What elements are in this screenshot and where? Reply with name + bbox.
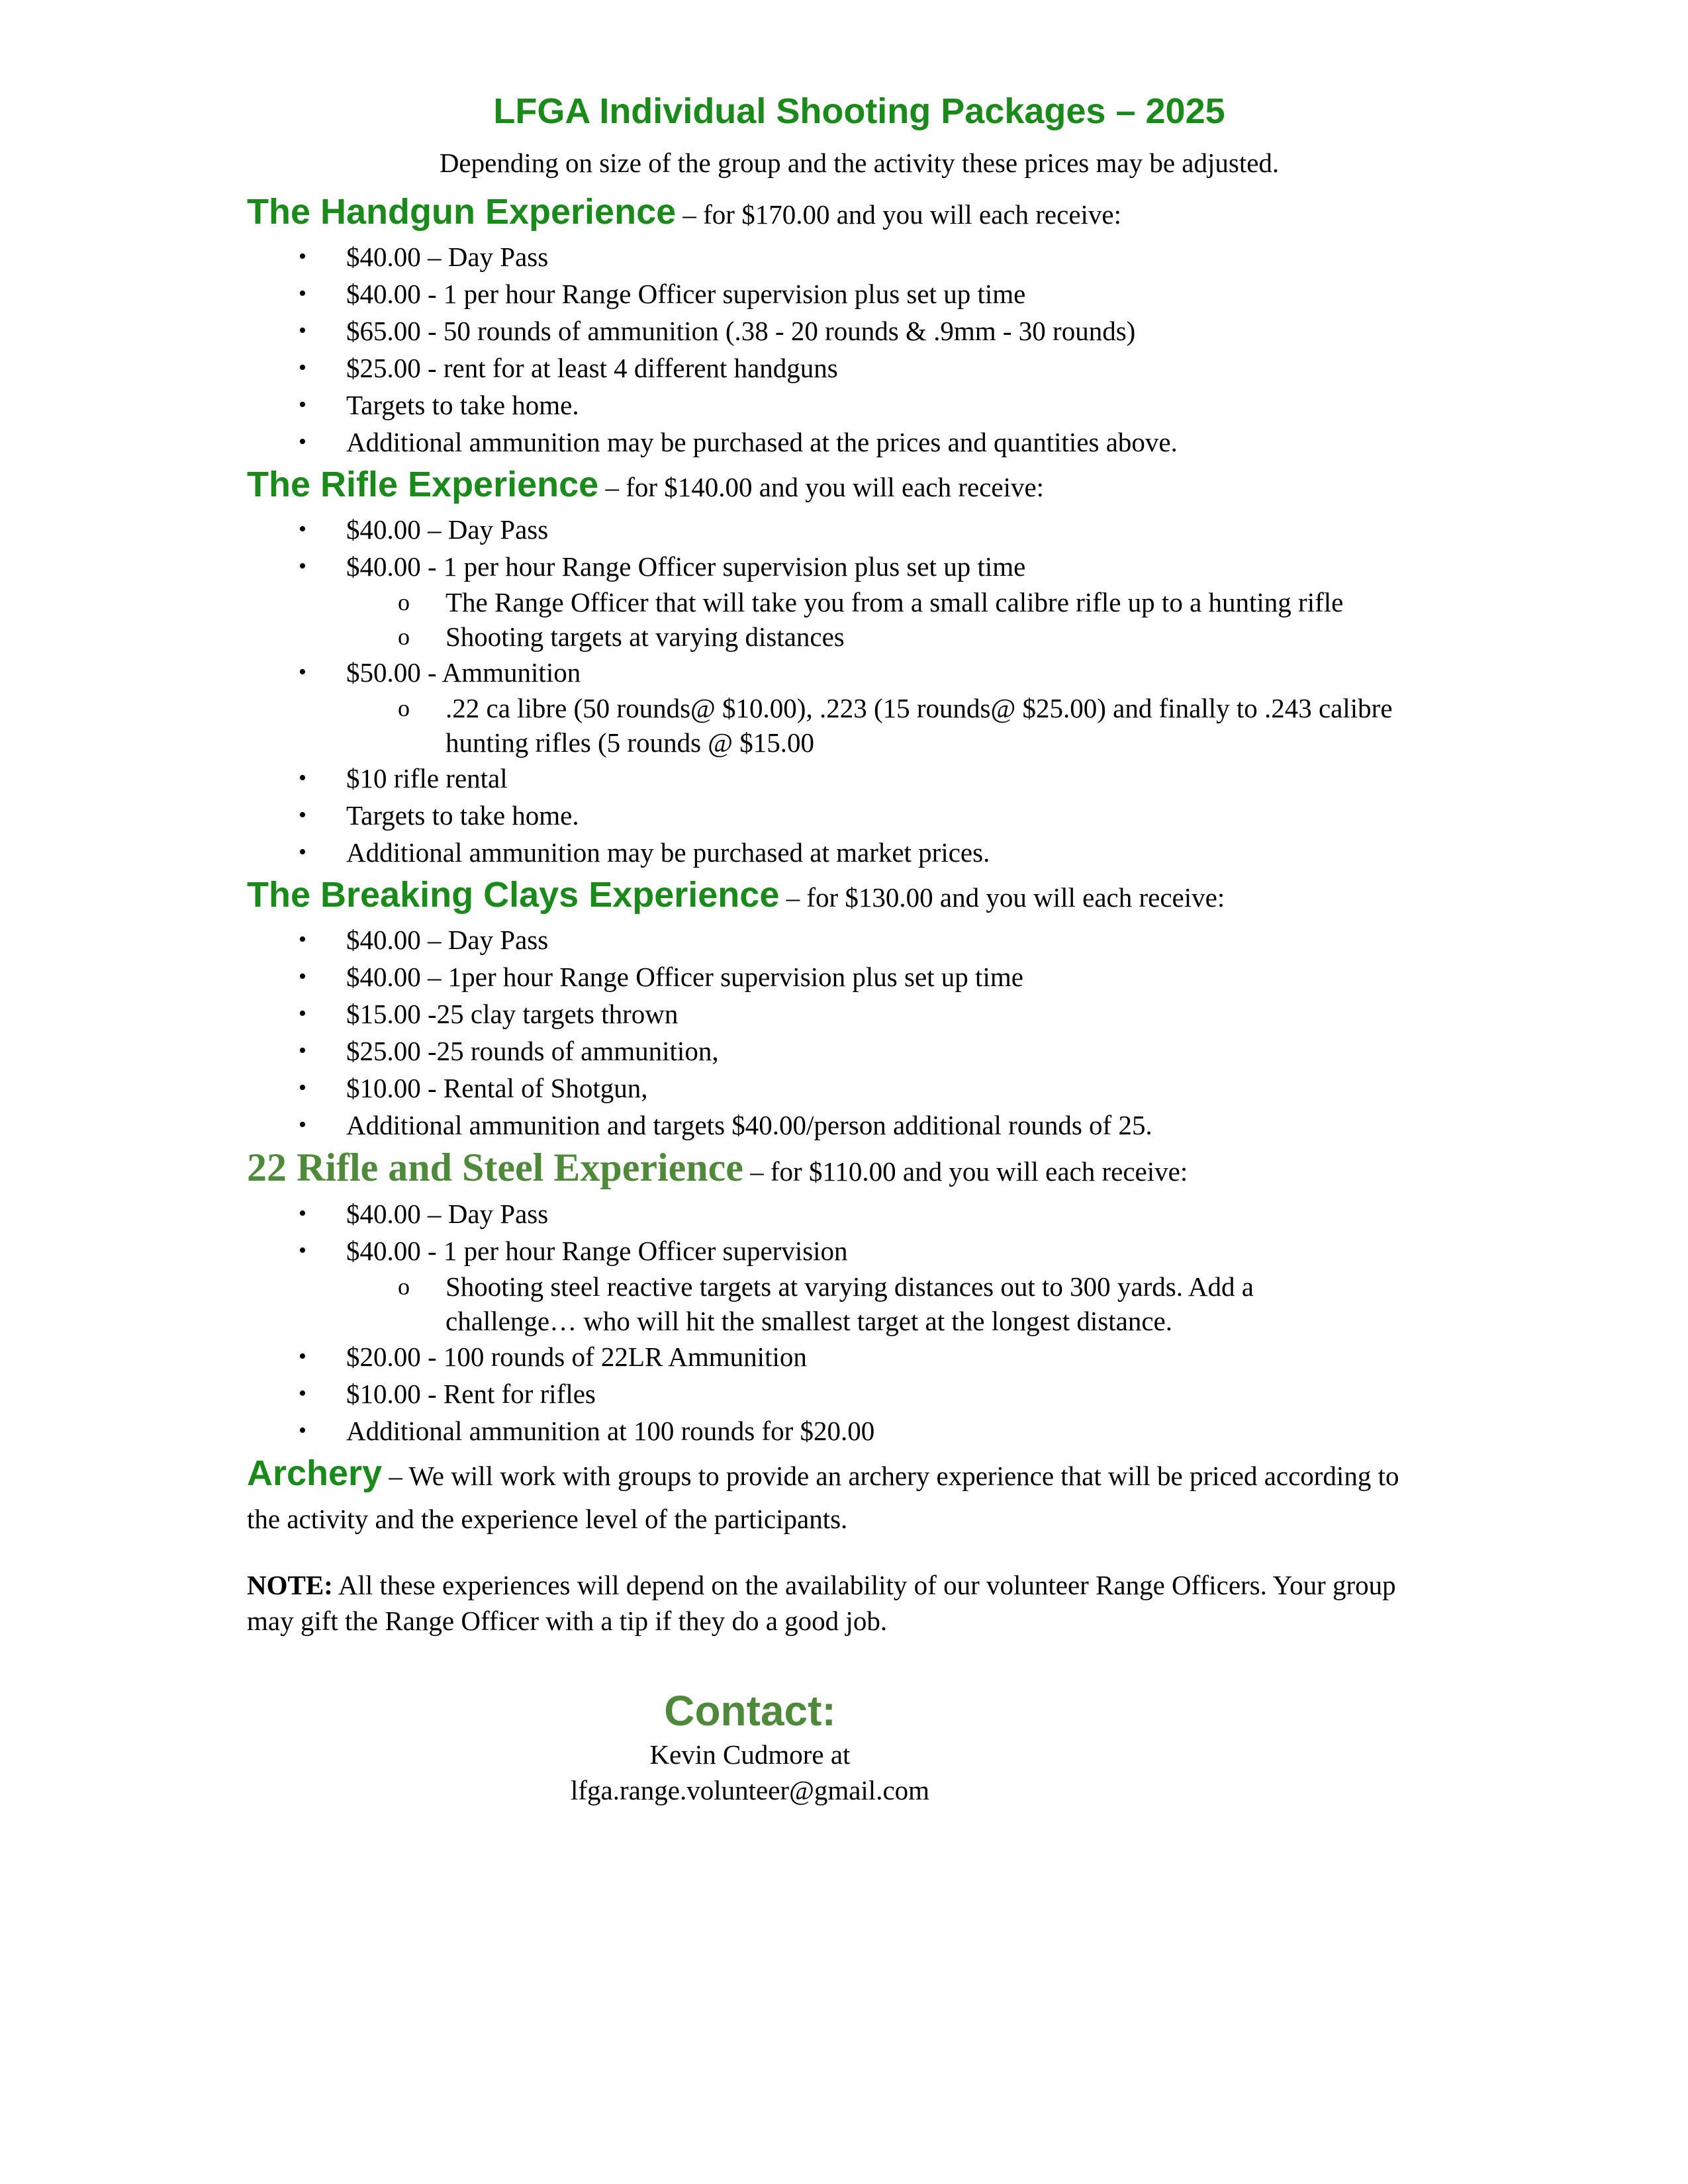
section-breaking-clays bbox=[247, 871, 1472, 1144]
bullet-icon: • bbox=[299, 927, 306, 952]
section-handgun bbox=[247, 188, 1472, 461]
list-item bbox=[247, 1412, 1472, 1449]
circle-bullet-icon: o bbox=[398, 695, 410, 721]
note-text: All these experiences will depend on the availability of our volunteer Range Officers. Your group may gift the Range Officer with a tip if they do a good job. bbox=[247, 1570, 1396, 1636]
item-text: $20.00 - 100 rounds of 22LR Ammunition bbox=[346, 1342, 807, 1372]
bullet-icon: • bbox=[299, 766, 306, 790]
bullet-icon: • bbox=[299, 964, 306, 989]
archery-title: Archery bbox=[247, 1453, 383, 1493]
section-price: – for $110.00 and you will each receive: bbox=[743, 1156, 1188, 1187]
note-paragraph bbox=[247, 1567, 1425, 1639]
section-price: – for $170.00 and you will each receive: bbox=[676, 199, 1121, 230]
sub-item-text: Shooting steel reactive targets at varying distances out to 300 yards. Add a challenge… who will hit the smallest target at the longest distance. bbox=[445, 1271, 1254, 1336]
list-item bbox=[247, 958, 1472, 995]
package-items-list bbox=[247, 1195, 1472, 1449]
note-label: NOTE: bbox=[247, 1570, 333, 1600]
circle-bullet-icon: o bbox=[398, 1273, 410, 1300]
item-text: $40.00 - 1 per hour Range Officer supervision bbox=[346, 1236, 848, 1266]
bullet-icon: • bbox=[299, 392, 306, 417]
bullet-icon: • bbox=[299, 318, 306, 343]
bullet-icon: • bbox=[299, 517, 306, 541]
list-item bbox=[247, 834, 1472, 871]
section-title: The Rifle Experience bbox=[247, 465, 599, 504]
item-text: $25.00 -25 rounds of ammunition, bbox=[346, 1036, 719, 1066]
contact-email-link[interactable]: lfga.range.volunteer@gmail.com bbox=[570, 1775, 930, 1805]
list-item bbox=[247, 654, 1472, 760]
item-text: $25.00 - rent for at least 4 different handguns bbox=[346, 353, 838, 383]
item-text: Targets to take home. bbox=[346, 390, 579, 420]
list-item bbox=[247, 312, 1472, 349]
sub-list-item bbox=[247, 1269, 1472, 1338]
item-text: Additional ammunition may be purchased at market prices. bbox=[346, 837, 990, 868]
item-text: $40.00 – Day Pass bbox=[346, 1199, 549, 1229]
item-text: Additional ammunition at 100 rounds for $20.00 bbox=[346, 1416, 875, 1446]
section-22-rifle-steel bbox=[247, 1144, 1472, 1449]
section-heading bbox=[247, 461, 1472, 511]
list-item bbox=[247, 1195, 1472, 1232]
list-item bbox=[247, 511, 1472, 548]
section-heading bbox=[247, 871, 1472, 921]
package-items-list bbox=[247, 238, 1472, 461]
bullet-icon: • bbox=[299, 1038, 306, 1063]
circle-bullet-icon: o bbox=[398, 589, 410, 615]
item-text: $40.00 – Day Pass bbox=[346, 925, 549, 955]
bullet-icon: • bbox=[299, 1201, 306, 1226]
item-text: Additional ammunition may be purchased at the prices and quantities above. bbox=[346, 427, 1178, 457]
sub-list-item bbox=[247, 691, 1472, 760]
item-text: $50.00 - Ammunition bbox=[346, 657, 581, 688]
page-subtitle: Depending on size of the group and the activity these prices may be adjusted. bbox=[439, 148, 1280, 178]
bullet-icon: • bbox=[299, 1001, 306, 1026]
package-items-list bbox=[247, 511, 1472, 871]
bullet-icon: • bbox=[299, 430, 306, 454]
archery-paragraph bbox=[247, 1449, 1425, 1538]
item-text: $40.00 - 1 per hour Range Officer supervision plus set up time bbox=[346, 551, 1026, 582]
list-item bbox=[247, 548, 1472, 654]
contact-name: Kevin Cudmore at bbox=[649, 1739, 851, 1770]
bullet-icon: • bbox=[299, 1238, 306, 1263]
item-text: Additional ammunition and targets $40.00/person additional rounds of 25. bbox=[346, 1110, 1152, 1140]
archery-text: – We will work with groups to provide an archery experience that will be priced according to the activity and the experience level of the participants. bbox=[247, 1461, 1399, 1534]
list-item bbox=[247, 387, 1472, 424]
section-title: The Breaking Clays Experience bbox=[247, 875, 780, 915]
sub-item-text: .22 ca libre (50 rounds@ $10.00), .223 (15 rounds@ $25.00) and finally to .243 calibre hunting rifles (5 rounds @ $15.00 bbox=[445, 693, 1393, 758]
list-item bbox=[247, 238, 1472, 275]
list-item bbox=[247, 1338, 1472, 1375]
bullet-icon: • bbox=[299, 840, 306, 864]
list-item bbox=[247, 1069, 1472, 1107]
list-item bbox=[247, 424, 1472, 461]
sub-item-text: The Range Officer that will take you from a small calibre rifle up to a hunting rifle bbox=[445, 587, 1344, 617]
item-text: $65.00 - 50 rounds of ammunition (.38 - 20 rounds & .9mm - 30 rounds) bbox=[346, 316, 1136, 346]
list-item bbox=[247, 1107, 1472, 1144]
item-text: $40.00 – Day Pass bbox=[346, 242, 549, 272]
item-text: $10 rifle rental bbox=[346, 763, 508, 794]
section-title: 22 Rifle and Steel Experience bbox=[247, 1146, 743, 1189]
section-rifle bbox=[247, 461, 1472, 871]
bullet-icon: • bbox=[299, 554, 306, 578]
list-item bbox=[247, 1375, 1472, 1412]
contact-title: Contact: bbox=[664, 1687, 836, 1735]
list-item bbox=[247, 1232, 1472, 1338]
circle-bullet-icon: o bbox=[398, 623, 410, 650]
list-item bbox=[247, 275, 1472, 312]
list-item bbox=[247, 349, 1472, 387]
section-price: – for $140.00 and you will each receive: bbox=[598, 472, 1045, 502]
item-text: $40.00 – Day Pass bbox=[346, 514, 549, 545]
list-item bbox=[247, 921, 1472, 958]
contact-block bbox=[138, 1685, 1362, 1808]
list-item bbox=[247, 1032, 1472, 1069]
bullet-icon: • bbox=[299, 1113, 306, 1137]
section-heading bbox=[247, 188, 1472, 238]
item-text: $40.00 – 1per hour Range Officer supervision plus set up time bbox=[346, 962, 1023, 992]
section-title: The Handgun Experience bbox=[247, 192, 677, 232]
item-text: Targets to take home. bbox=[346, 800, 579, 831]
bullet-icon: • bbox=[299, 1075, 306, 1100]
bullet-icon: • bbox=[299, 1344, 306, 1369]
sub-item-text: Shooting targets at varying distances bbox=[445, 621, 845, 652]
item-text: $10.00 - Rental of Shotgun, bbox=[346, 1073, 648, 1103]
bullet-icon: • bbox=[299, 660, 306, 684]
bullet-icon: • bbox=[299, 355, 306, 380]
document-page bbox=[247, 79, 1472, 1808]
section-price: – for $130.00 and you will each receive: bbox=[779, 882, 1225, 913]
sub-items-list bbox=[346, 585, 1472, 654]
bullet-icon: • bbox=[299, 1418, 306, 1443]
bullet-icon: • bbox=[299, 803, 306, 827]
item-text: $15.00 -25 clay targets thrown bbox=[346, 999, 679, 1029]
bullet-icon: • bbox=[299, 1381, 306, 1406]
list-item bbox=[247, 760, 1472, 797]
bullet-icon: • bbox=[299, 244, 306, 269]
sub-items-list bbox=[346, 1269, 1472, 1338]
package-items-list bbox=[247, 921, 1472, 1144]
page-title: LFGA Individual Shooting Packages – 2025 bbox=[493, 91, 1225, 131]
item-text: $40.00 - 1 per hour Range Officer supervision plus set up time bbox=[346, 279, 1026, 309]
section-heading bbox=[247, 1144, 1472, 1195]
sub-items-list bbox=[346, 691, 1472, 760]
list-item bbox=[247, 797, 1472, 834]
bullet-icon: • bbox=[299, 281, 306, 306]
item-text: $10.00 - Rent for rifles bbox=[346, 1379, 596, 1409]
sub-list-item bbox=[247, 619, 1472, 654]
list-item bbox=[247, 995, 1472, 1032]
sub-list-item bbox=[247, 585, 1472, 619]
